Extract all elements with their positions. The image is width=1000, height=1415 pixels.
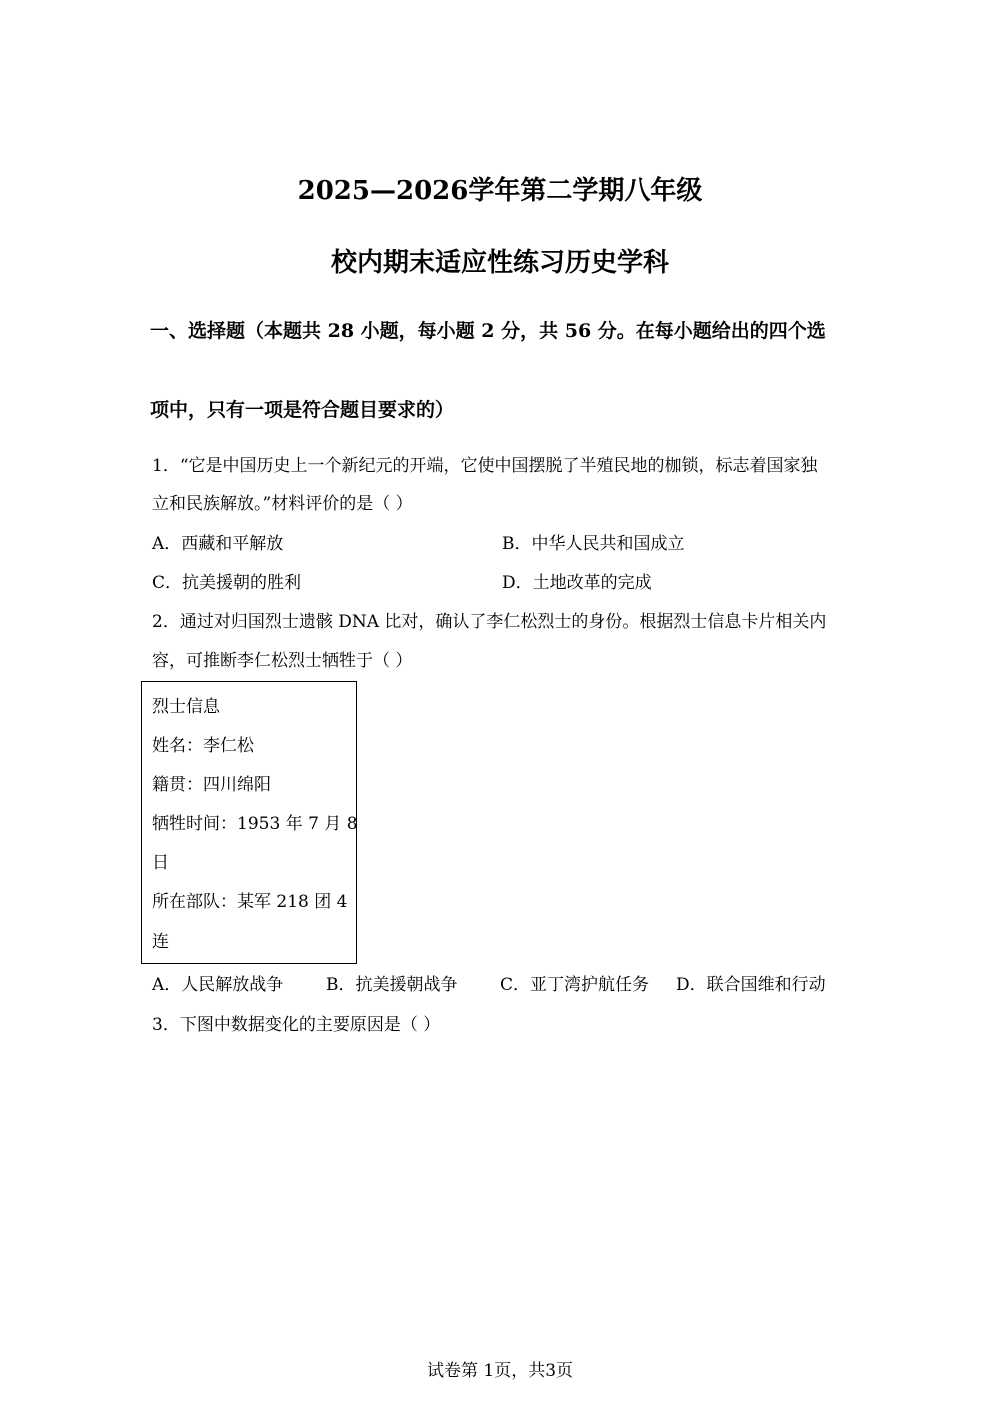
question-2-option-c[interactable]: C．亚丁湾护航任务 xyxy=(500,975,650,995)
question-3-stem-line1: 3．下图中数据变化的主要原因是（ ） xyxy=(152,1015,441,1035)
exam-title-line2: 校内期末适应性练习历史学科 xyxy=(330,248,669,278)
card-unit-line2: 连 xyxy=(152,932,169,952)
question-2-stem-line2: 容，可推断李仁松烈士牺牲于（ ） xyxy=(152,651,413,671)
question-1-option-a[interactable]: A．西藏和平解放 xyxy=(152,534,284,554)
question-2-option-b[interactable]: B．抗美援朝战争 xyxy=(326,975,458,995)
section-heading-line2: 项中，只有一项是符合题目要求的） xyxy=(150,399,455,421)
question-2-option-d[interactable]: D．联合国维和行动 xyxy=(676,975,826,995)
section-heading-line1: 一、选择题（本题共 28 小题，每小题 2 分，共 56 分。在每小题给出的四个选 xyxy=(150,320,826,342)
page-footer: 试卷第 1页，共3页 xyxy=(426,1361,574,1381)
martyr-info-card xyxy=(141,681,357,964)
question-1-option-b[interactable]: B．中华人民共和国成立 xyxy=(502,534,685,554)
exam-title-line1: 2025—2026学年第二学期八年级 xyxy=(297,176,703,206)
card-name: 姓名：李仁松 xyxy=(152,736,254,756)
card-death-time-line2: 日 xyxy=(152,853,169,873)
question-1-stem-line2: 立和民族解放。”材料评价的是（ ） xyxy=(152,494,413,514)
question-2-option-a[interactable]: A．人民解放战争 xyxy=(152,975,284,995)
card-hometown: 籍贯：四川绵阳 xyxy=(152,775,271,795)
card-unit-line1: 所在部队：某军 218 团 4 xyxy=(152,892,348,912)
card-death-time-line1: 牺牲时间：1953 年 7 月 8 xyxy=(152,814,358,834)
question-1-option-d[interactable]: D．土地改革的完成 xyxy=(502,573,652,593)
card-heading: 烈士信息 xyxy=(152,697,220,717)
question-1-option-c[interactable]: C．抗美援朝的胜利 xyxy=(152,573,302,593)
question-1-stem-line1: 1．“它是中国历史上一个新纪元的开端，它使中国摆脱了半殖民地的枷锁，标志着国家独 xyxy=(152,456,818,476)
question-2-stem-line1: 2．通过对归国烈士遗骸 DNA 比对，确认了李仁松烈士的身份。根据烈士信息卡片相关内 xyxy=(152,612,827,632)
